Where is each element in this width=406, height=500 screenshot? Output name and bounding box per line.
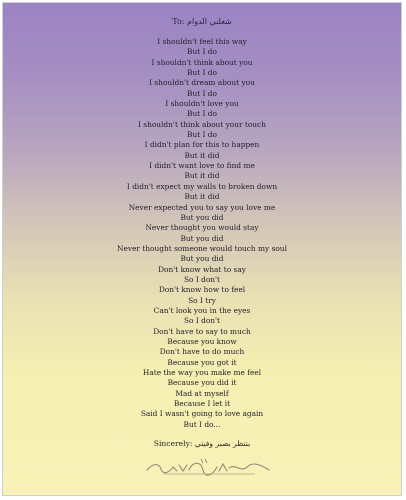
poem-line: Said I wasn't going to love again [140,409,264,419]
poem-line: But I do [187,88,217,98]
poem-line: Can't look you in the eyes [153,305,251,315]
poem-line: I shouldn't dream about you [149,78,255,88]
poem-line: But I do [187,47,217,57]
poem-line: I shouldn't think about your touch [138,119,266,129]
poem-line: I shouldn't think about you [151,57,253,67]
poem-line: But I do [187,130,217,140]
poem-line: Because you got it [167,357,237,367]
poem-line: Mad at myself [175,388,229,398]
poem-line: Don't know what to say [158,264,246,274]
poem-line: So I don't [183,316,221,326]
poem-line: I shouldn't feel this way [157,37,247,46]
poem-line: Don't have to do much [159,347,245,357]
poem-body [3,37,401,430]
poem-line: Never thought you would stay [145,223,259,233]
poem-line: But I do [187,109,217,119]
poem-line: Because you know [167,336,237,346]
poem-line: Hate the way you make me feel [142,368,262,377]
poem-line: But you did [180,212,224,222]
poem-line: But it did [184,150,220,160]
poem-line: I shouldn't love you [165,99,239,109]
sender-line [3,439,401,449]
recipient-name: شغلني الدوام [187,17,232,26]
poem-line: So I don't [183,274,221,284]
poem-line: But I do [187,68,217,78]
poem-line: But it did [184,192,220,202]
poem-line: Because you did it [167,378,237,388]
poem-line: I didn't expect my walls to broken down [126,181,278,191]
poem-line: But you did [180,233,224,243]
poem-line: But it did [184,171,220,181]
signature-flourish-icon [143,455,273,477]
poem-line: I didn't want love to find me [149,161,255,171]
poem-line: So I try [188,295,216,305]
letter-page [2,2,402,496]
poem-line: Don't have to say to much [153,326,251,336]
sender-name: بنتظر بصبر وفيتي [194,439,251,448]
poem-line: I didn't plan for this to happen [144,140,260,150]
poem-line: Never expected you to say you love me [128,202,276,212]
recipient-line [3,17,401,27]
to-label: To: [172,17,185,26]
poem-line: Because I let it [173,399,231,409]
poem-line: Don't know how to feel [158,285,246,295]
poem-line: But you did [180,254,224,264]
sincerely-label: Sincerely: [153,439,193,448]
poem-line: Never thought someone would touch my soul [117,243,287,253]
poem-line: But I do... [183,419,221,429]
